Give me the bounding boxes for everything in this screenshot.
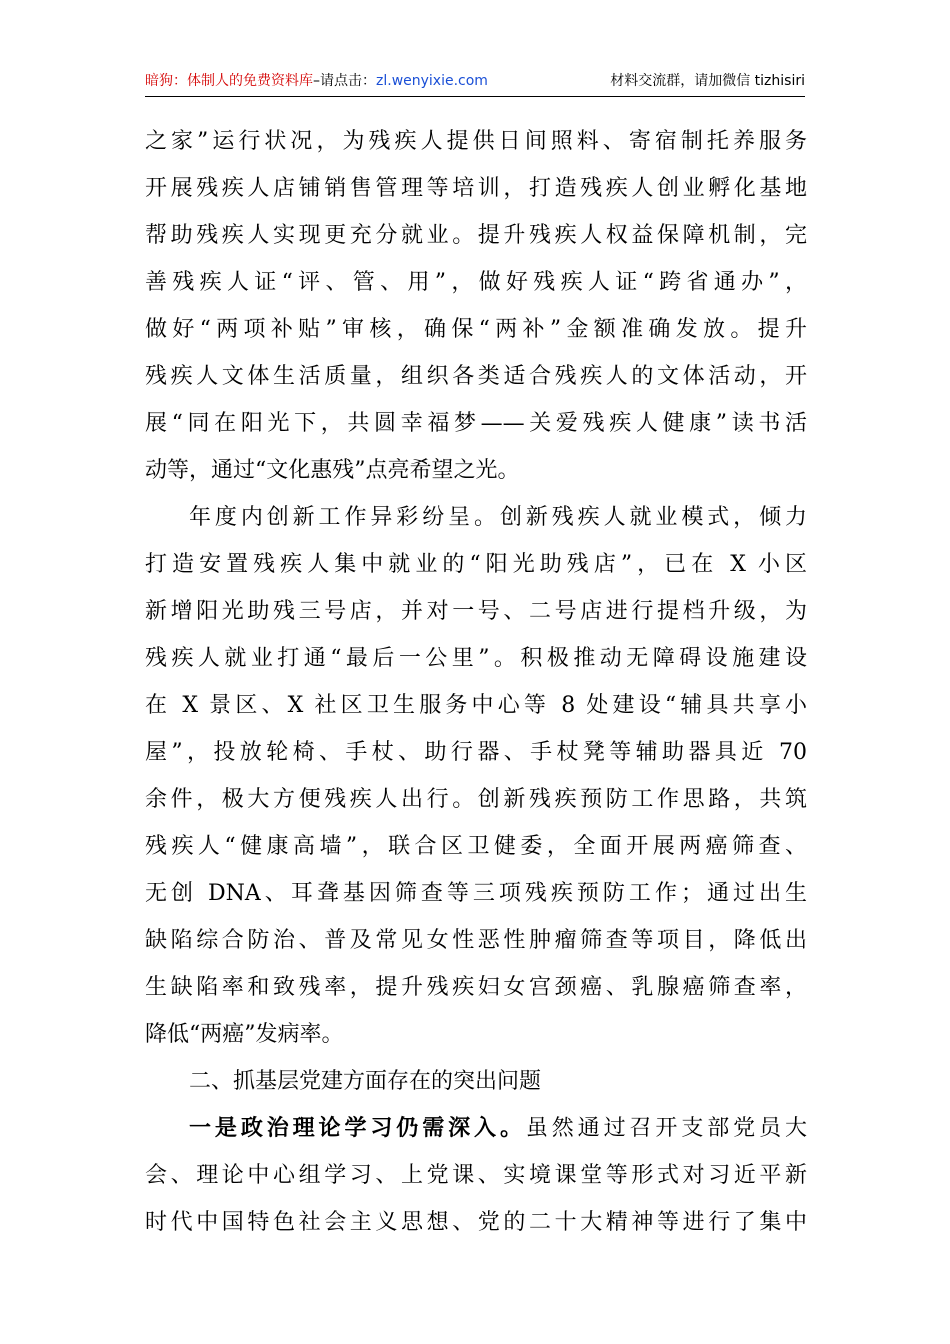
document-body [145,118,807,1246]
text-line: 善残疾人证“评、管、用”，做好残疾人证“跨省通办”， [145,270,807,295]
text-line: 时代中国特色社会主义思想、党的二十大精神等进行了集中 [145,1210,807,1235]
text-line: 生缺陷率和致残率，提升残疾妇女宫颈癌、乳腺癌筛查率， [145,975,807,1000]
text-line: 残疾人就业打通“最后一公里”。积极推动无障碍设施建设 [145,646,807,671]
header-site-label: 暗狗：体制人的免费资料库 [145,73,313,89]
text-line: 残疾人文体生活质量，组织各类适合残疾人的文体活动，开 [145,364,807,389]
problem-lead-bold: 一是政治理论学习仍需深入。 [189,1116,526,1141]
header-url-link[interactable]: zl.wenyixie.com [376,73,488,89]
paragraph-disability-services [145,118,807,494]
text-line: 在 X 景区、X 社区卫生服务中心等 8 处建设“辅具共享小 [145,693,807,718]
text-line: 新增阳光助残三号店，并对一号、二号店进行提档升级，为 [145,599,807,624]
text-line: 余件，极大方便残疾人出行。创新残疾预防工作思路，共筑 [145,787,807,812]
text-line: 帮助残疾人实现更充分就业。提升残疾人权益保障机制，完 [145,223,807,248]
text-line: 做好“两项补贴”审核，确保“两补”金额准确发放。提升 [145,317,807,342]
text-line: 年度内创新工作异彩纷呈。创新残疾人就业模式，倾力 [189,505,807,530]
header-divider [145,96,805,97]
text-line [145,1105,807,1152]
header-wechat-note: 材料交流群，请加微信 tizhisiri [610,73,805,89]
problem-first-line-rest: 虽然通过召开支部党员大 [525,1116,807,1141]
page-header [145,70,805,92]
text-line: 展“同在阳光下，共圆幸福梦——关爱残疾人健康”读书活 [145,411,807,436]
text-line: 打造安置残疾人集中就业的“阳光助残店”，已在 X 小区 [145,552,807,577]
header-click-prompt: –请点击： [313,73,376,89]
text-line: 之家”运行状况，为残疾人提供日间照料、寄宿制托养服务 [145,129,807,154]
text-line: 无创 DNA、耳聋基因筛查等三项残疾预防工作；通过出生 [145,881,807,906]
text-line: 缺陷综合防治、普及常见女性恶性肿瘤筛查等项目，降低出 [145,928,807,953]
paragraph-political-study [145,1105,807,1246]
section-heading: 二、抓基层党建方面存在的突出问题 [189,1069,542,1094]
text-line: 屋”，投放轮椅、手杖、助行器、手杖凳等辅助器具近 70 [145,740,807,765]
text-line: 动等，通过“文化惠残”点亮希望之光。 [145,458,520,483]
paragraph-innovation-work [145,494,807,1058]
text-line: 降低“两癌”发病率。 [145,1022,344,1047]
text-line: 残疾人“健康高墙”，联合区卫健委，全面开展两癌筛查、 [145,834,807,859]
text-line: 会、理论中心组学习、上党课、实境课堂等形式对习近平新 [145,1163,807,1188]
text-line: 开展残疾人店铺销售管理等培训，打造残疾人创业孵化基地 [145,176,807,201]
